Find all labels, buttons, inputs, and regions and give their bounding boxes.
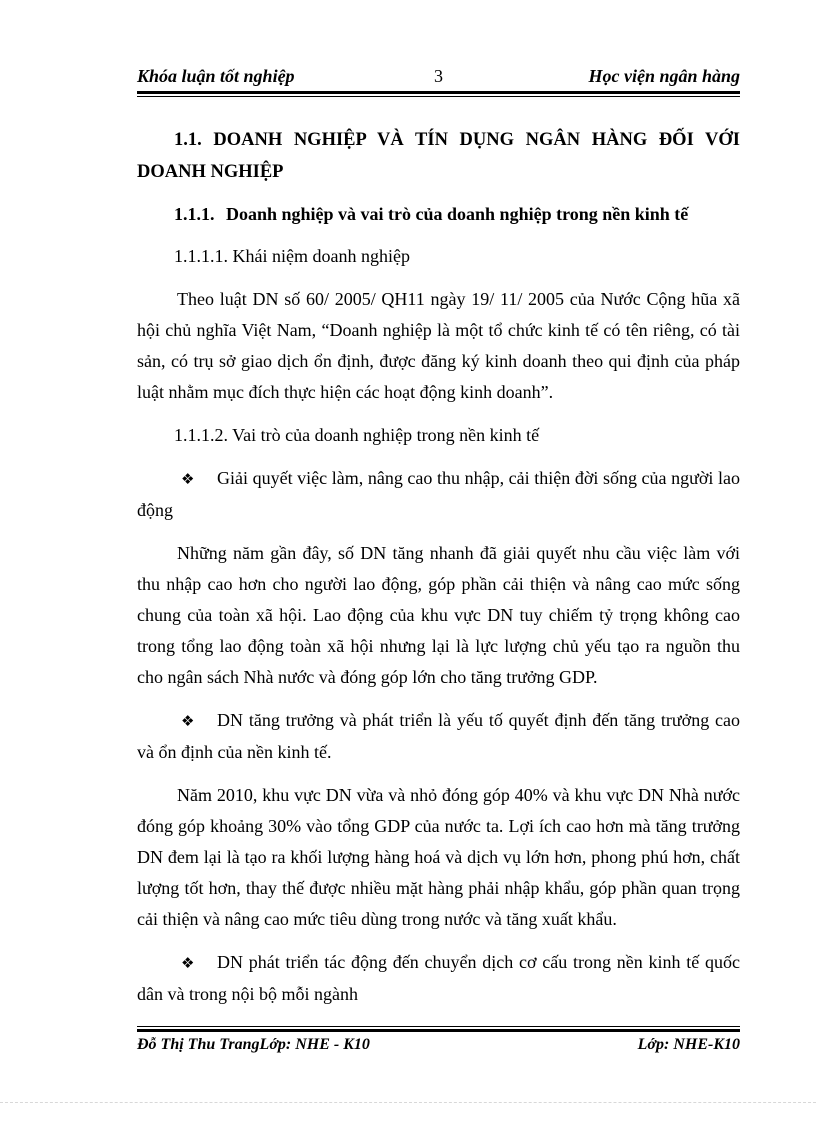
footer-rule-thin bbox=[137, 1026, 740, 1027]
page-number: 3 bbox=[434, 66, 443, 86]
page-content bbox=[137, 124, 740, 1022]
page-footer bbox=[137, 1036, 740, 1060]
bullet-text: DN tăng trưởng và phát triển là yếu tố quyết định đến tăng trưởng cao và ổn định của nền kinh tế. bbox=[137, 710, 740, 762]
bullet-item bbox=[137, 463, 740, 526]
bullet-text: Giải quyết việc làm, nâng cao thu nhập, cải thiện đời sống của người lao động bbox=[137, 468, 740, 520]
subsection-title-text: Doanh nghiệp và vai trò của doanh nghiệp trong nền kinh tế bbox=[226, 204, 689, 224]
bullet-text: DN phát triển tác động đến chuyển dịch cơ cấu trong nền kinh tế quốc dân và trong nội bộ mỗi ngành bbox=[137, 952, 740, 1004]
section-title: 1.1. DOANH NGHIỆP VÀ TÍN DỤNG NGÂN HÀNG ĐỐI VỚI DOANH NGHIỆP bbox=[137, 130, 740, 182]
paragraph-definition: Theo luật DN số 60/ 2005/ QH11 ngày 19/ 11/ 2005 của Nước Cộng hũa xã hội chủ nghĩa Việt Nam, “Doanh nghiệp là một tổ chức kinh tế có tên riêng, có tài sản, có trụ sở giao dịch ổn định, được đăng ký kinh doanh theo qui định của pháp luật nhằm mục đích thực hiện các hoạt động kinh doanh”. bbox=[137, 289, 740, 402]
footer-class: Lớp: NHE-K10 bbox=[637, 1036, 740, 1053]
page-edge-divider bbox=[0, 1102, 816, 1103]
footer-author: Đỗ Thị Thu TrangLớp: NHE - K10 bbox=[137, 1036, 370, 1053]
header-rule-thick bbox=[137, 91, 740, 94]
heading-1112: 1.1.1.2. Vai trò của doanh nghiệp trong nền kinh tế bbox=[174, 425, 540, 445]
bullet-diamond-icon: ❖ bbox=[181, 954, 195, 972]
heading-1111: 1.1.1.1. Khái niệm doanh nghiệp bbox=[174, 246, 410, 266]
header-thesis-title: Khóa luận tốt nghiệp bbox=[137, 66, 295, 86]
bullet-item bbox=[137, 947, 740, 1010]
subsection-number: 1.1.1. bbox=[174, 204, 215, 224]
page-header bbox=[137, 64, 740, 92]
header-institution: Học viện ngân hàng bbox=[588, 66, 740, 86]
paragraph-gdp: Năm 2010, khu vực DN vừa và nhỏ đóng góp 40% và khu vực DN Nhà nước đóng góp khoảng 30% vào tổng GDP của nước ta. Lợi ích cao hơn mà tăng trưởng DN đem lại là tạo ra khối lượng hàng hoá và dịch vụ lớn hơn, phong phú hơn, chất lượng tốt hơn, thay thế được nhiều mặt hàng phải nhập khẩu, góp phần quan trọng cải thiện và nâng cao mức tiêu dùng trong nước và tăng xuất khẩu. bbox=[137, 785, 740, 929]
bullet-diamond-icon: ❖ bbox=[181, 470, 195, 488]
subsection-title bbox=[137, 199, 740, 230]
bullet-diamond-icon: ❖ bbox=[181, 712, 195, 730]
paragraph-employment: Những năm gần đây, số DN tăng nhanh đã giải quyết nhu cầu việc làm với thu nhập cao hơn cho người lao động, góp phần cải thiện và nâng cao mức sống chung của toàn xã hội. Lao động của khu vực DN tuy chiếm tỷ trọng không cao trong tổng lao động toàn xã hội nhưng lại là lực lượng chủ yếu tạo ra nguồn thu cho ngân sách Nhà nước và đóng góp lớn cho tăng trưởng GDP. bbox=[137, 543, 740, 687]
footer-rule-thick bbox=[137, 1029, 740, 1032]
bullet-item bbox=[137, 705, 740, 768]
header-rule-thin bbox=[137, 96, 740, 97]
